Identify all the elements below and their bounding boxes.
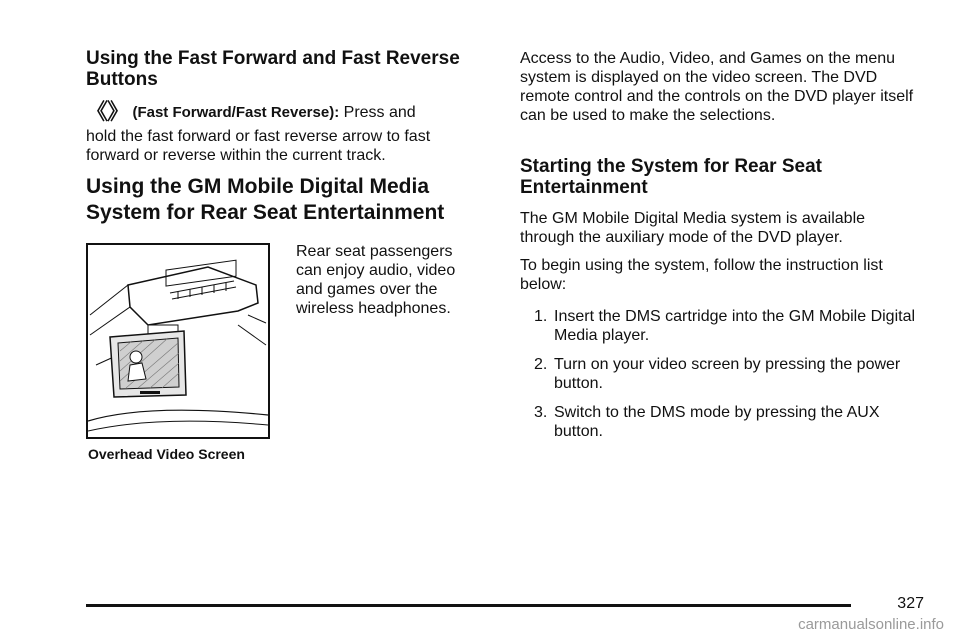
fast-forward-text-first: Press and (343, 104, 416, 121)
intro-text: Access to the Audio, Video, and Games on the menu system is displayed on the video screen. The DVD remote control and the controls on the DVD player itself can be used to make the selections. (520, 50, 914, 124)
list-item (520, 403, 920, 441)
step-text: Switch to the DMS mode by pressing the AUX button. (554, 404, 880, 440)
watermark[interactable]: carmanualsonline.info (798, 616, 944, 633)
heading-starting-system: Starting the System for Rear Seat Entertainment (520, 156, 822, 198)
fast-forward-reverse-icon: 《》 (86, 99, 129, 124)
video-screen-drawing (88, 245, 268, 437)
list-item (520, 307, 920, 345)
step-number: 1. (534, 308, 548, 325)
overhead-video-screen-illustration (86, 243, 270, 439)
footer-rule (86, 604, 851, 607)
instruction-list (520, 307, 920, 451)
step-text: Insert the DMS cartridge into the GM Mobile Digital Media player. (554, 308, 916, 344)
fast-forward-label: (Fast Forward/Fast Reverse): (132, 104, 340, 121)
rear-seat-text: Rear seat passengers can enjoy audio, video and games over the wireless headphones. (296, 243, 456, 317)
heading-gm-mobile: Using the GM Mobile Digital Media System for Rear Seat Entertainment (86, 175, 445, 224)
figure-caption: Overhead Video Screen (88, 446, 245, 462)
step-number: 3. (534, 404, 548, 421)
step-number: 2. (534, 356, 548, 373)
heading-fast-forward: Using the Fast Forward and Fast Reverse Buttons (86, 48, 460, 90)
fast-forward-line (86, 99, 416, 124)
availability-text: The GM Mobile Digital Media system is available through the auxiliary mode of the DVD player. (520, 210, 866, 246)
step-text: Turn on your video screen by pressing the power button. (554, 356, 901, 392)
fast-forward-text: hold the fast forward or fast reverse arrow to fast forward or reverse within the current track. (86, 128, 431, 164)
page-number: 327 (897, 595, 924, 612)
list-item (520, 355, 920, 393)
begin-text: To begin using the system, follow the instruction list below: (520, 257, 883, 293)
